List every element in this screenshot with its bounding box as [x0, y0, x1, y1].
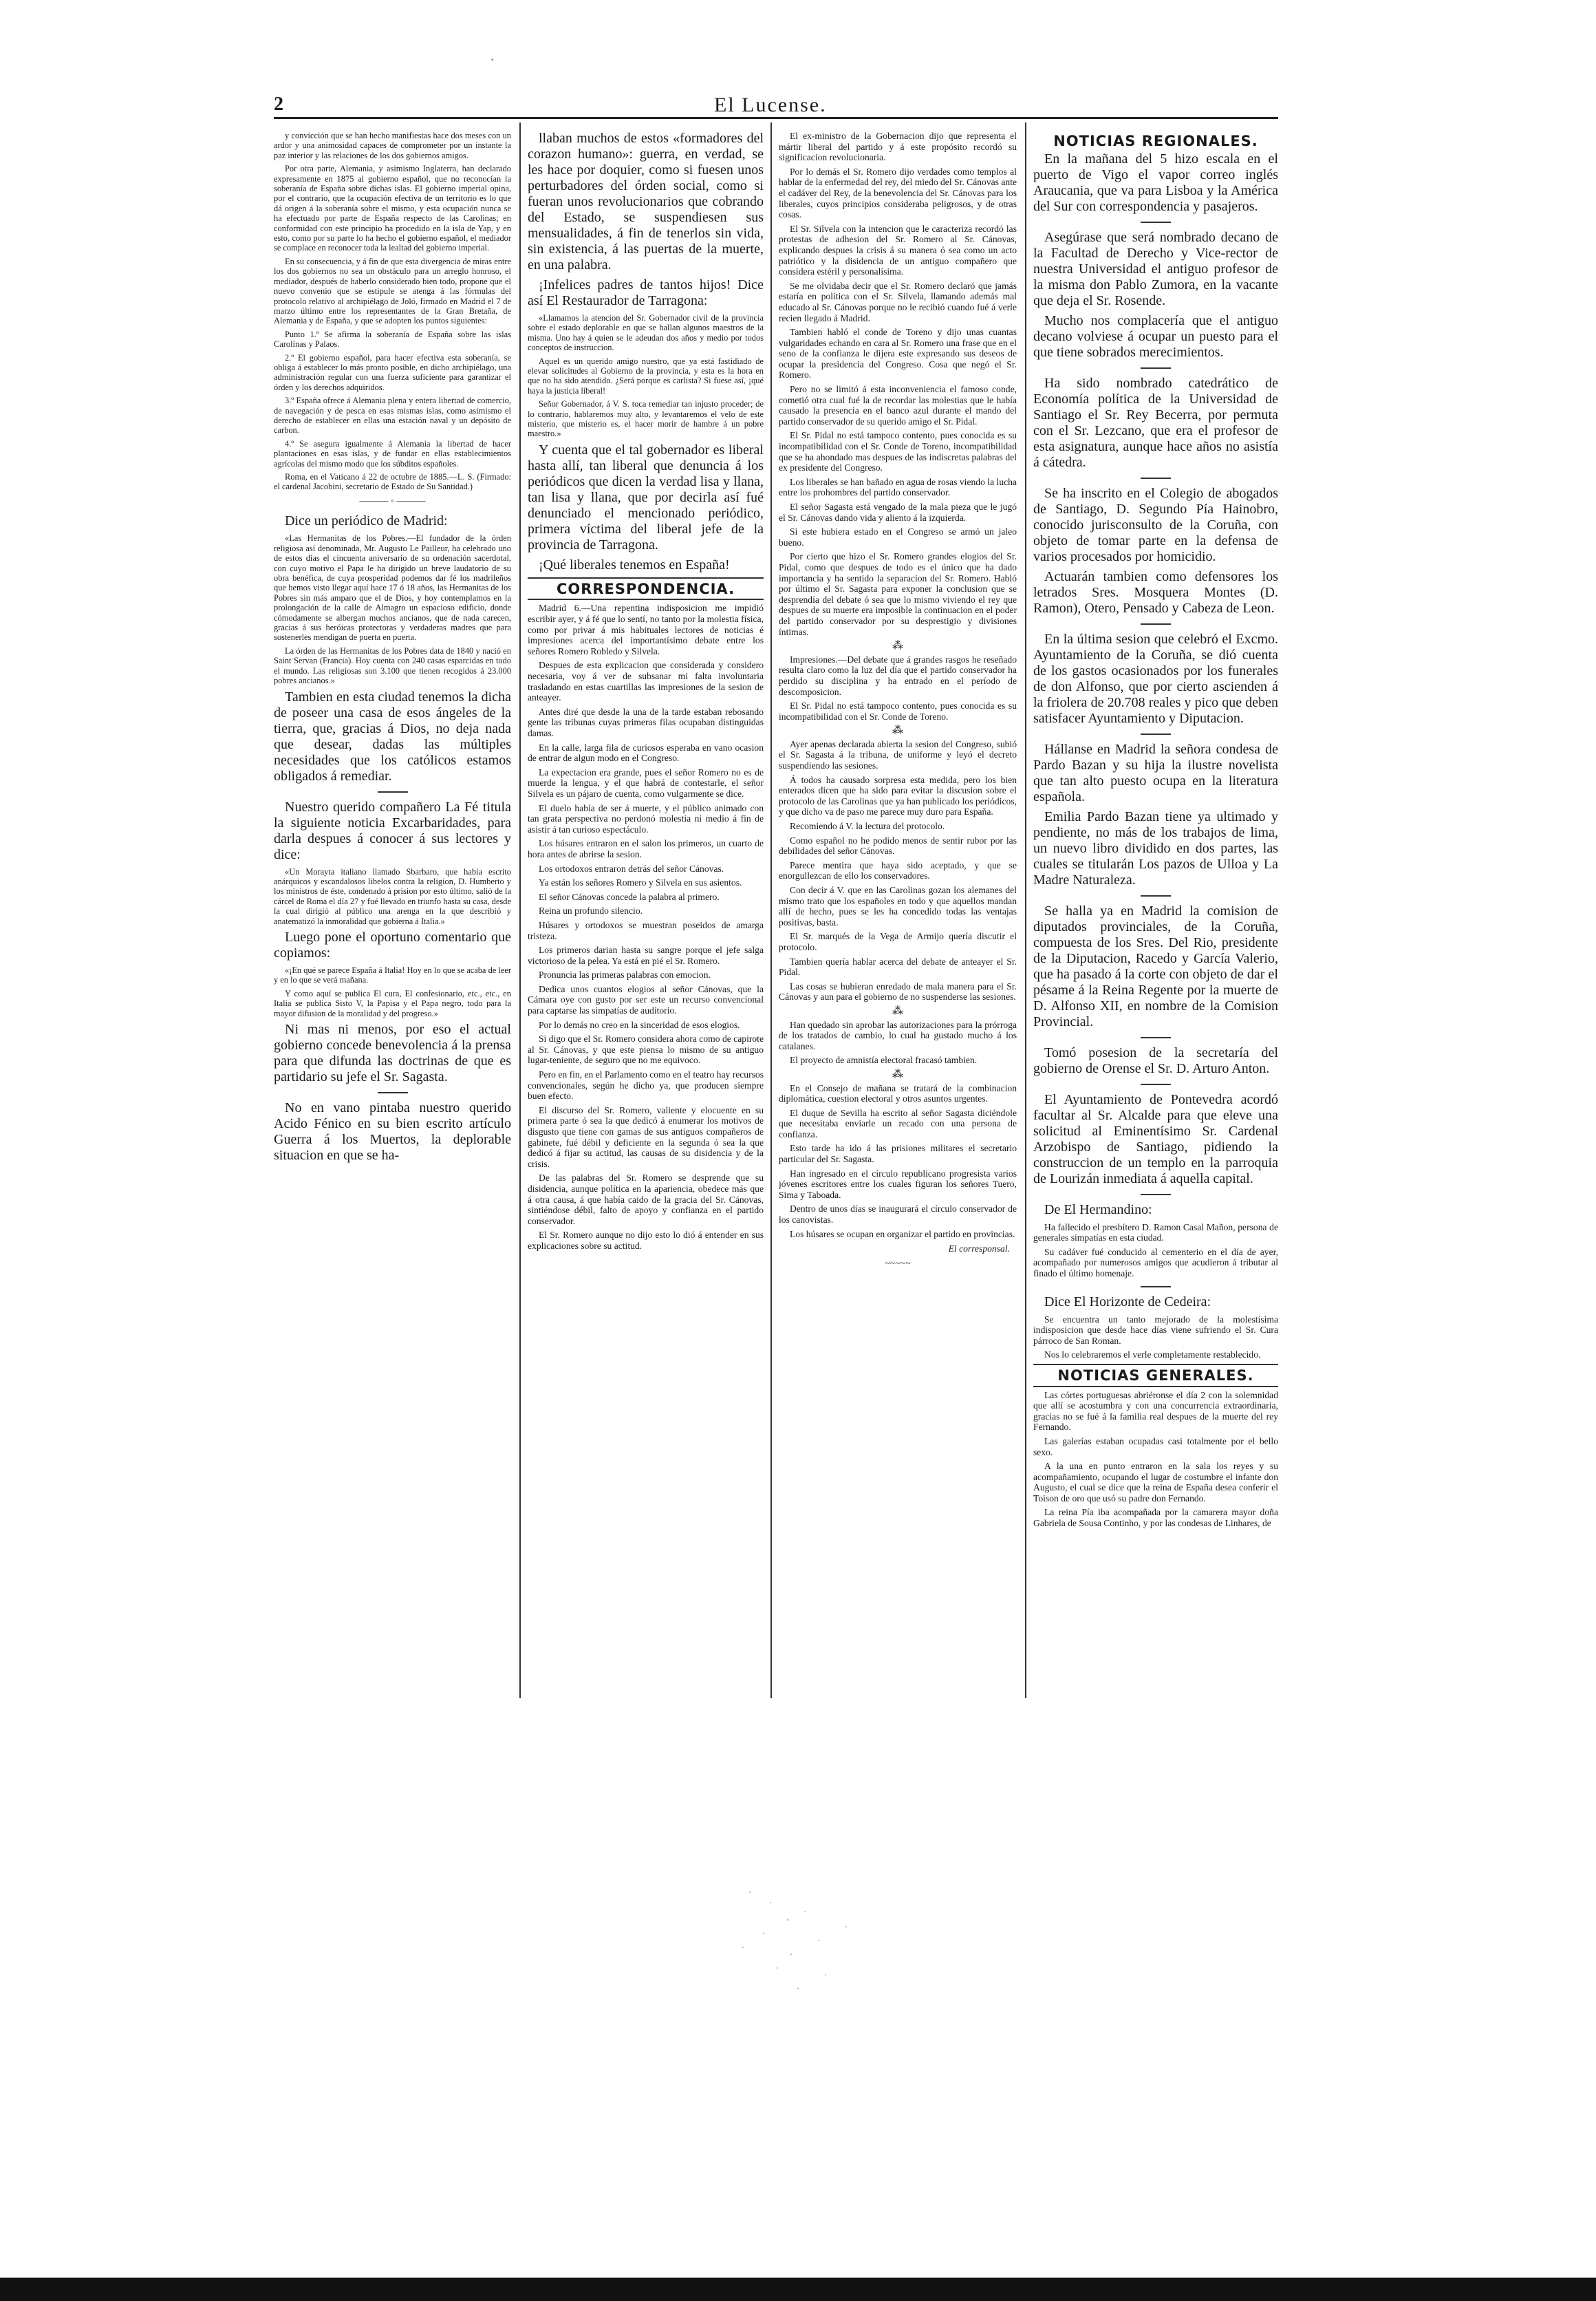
paragraph: Aquel es un querido amigo nuestro, que ya está fastidiado de elevar solicitudes al Gobierno de la provincia, y esta es la hora en que no ha sido atendido. ¿Será porque es carlista? Si fuese así, ¡qué haya la justicia liberal! — [528, 356, 764, 396]
paragraph: Se me olvidaba decir que el Sr. Romero declaró que jamás estaría en política con el Sr. Silvela, llamando además mal educado al Sr. Cánovas porque no le recibió cuando fué á verle recien llegado á Madrid. — [779, 280, 1017, 323]
paragraph: La reina Pía iba acompañada por la camarera mayor doña Gabriela de Sousa Continho, y por las condesas de Linhares, de — [1033, 1507, 1278, 1529]
ornament-divider: ~~~~~ — [885, 1258, 911, 1269]
section-rule — [1033, 1386, 1278, 1387]
divider — [1141, 1037, 1171, 1038]
paragraph: El Ayuntamiento de Pontevedra acordó facultar al Sr. Alcalde para que eleve una solicitud al Eminentísimo Sr. Cardenal Arzobispo de Santiago, pidiendo la construccion de un templo en la parroquia de Lourizán inmediata á aquella capital. — [1033, 1091, 1278, 1186]
divider — [1141, 1084, 1171, 1085]
column-3 — [779, 131, 1017, 1706]
paragraph: Los liberales se han bañado en agua de rosas viendo la lucha entre los prohombres del partido conservador. — [779, 476, 1017, 498]
column-divider — [519, 122, 521, 1698]
paragraph: El Sr. Silvela con la intencion que le caracteriza recordó las protestas de adhesion del Sr. Romero al Sr. Cánovas, explicando despues la crisis á su manera ó sea como un acto patriótico y la disidencia de un antiguo compañero que considera estéril y personalísima. — [779, 223, 1017, 277]
header-rule — [274, 117, 1278, 119]
paper-stain — [722, 1879, 874, 2002]
paragraph: Tomó posesion de la secretaría del gobierno de Orense el Sr. D. Arturo Anton. — [1033, 1045, 1278, 1076]
paragraph: Tambien quería hablar acerca del debate de anteayer el Sr. Pidal. — [779, 956, 1017, 978]
paragraph: Pero en fin, en el Parlamento como en el teatro hay recursos convencionales, según he dicho ya, que producen siempre buen efecto. — [528, 1069, 764, 1102]
paragraph: Si este hubiera estado en el Congreso se armó un jaleo bueno. — [779, 526, 1017, 548]
column-divider — [1025, 122, 1026, 1698]
paragraph: Punto 1.º Se afirma la soberanía de España sobre las islas Carolinas y Palaos. — [274, 329, 511, 350]
paragraph: Á todos ha causado sorpresa esta medida, pero los bien enterados dicen que ha sido para evitar la discusion sobre el protocolo de las Carolinas que ya han publicado los periódicos, y que dicho va de paso me parece muy duro para España. — [779, 774, 1017, 817]
paragraph: 4.º Se asegura igualmente á Alemania la libertad de hacer plantaciones en esas islas, y de fundar en ellas establecimientos agrícolas del mismo modo que los súbditos españoles. — [274, 438, 511, 469]
divider — [1141, 734, 1171, 735]
paragraph: Y cuenta que el tal gobernador es liberal hasta allí, tan liberal que denuncia á los periódicos que dicen la verdad lisa y llana, tan lisa y llana, que por decirla así fué denunciado el mencionado periódico, primera víctima del liberal jefe de la provincia de Tarragona. — [528, 442, 764, 553]
paragraph: Actuarán tambien como defensores los letrados Sres. Mosquera Montes (D. Ramon), Otero, Pensado y Cabeza de Leon. — [1033, 568, 1278, 616]
paragraph: Los húsares entraron en el salon los primeros, un cuarto de hora antes de abrirse la sesion. — [528, 838, 764, 859]
divider — [378, 791, 408, 793]
divider — [378, 1092, 408, 1093]
paragraph: Han ingresado en el círculo republicano progresista varios jóvenes escritores entre los cuales figuran los señores Tuero, Sima y Taboada. — [779, 1168, 1017, 1200]
paragraph: Por lo demás el Sr. Romero dijo verdades como templos al hablar de la enfermedad del rey, del miedo del Sr. Cánovas ante el cadáver del Rey, de la benevolencia del Sr. Cánovas para los liberales, cuyos principios consideraba peligrosos, y de otras cosas. — [779, 166, 1017, 220]
paragraph: Ya están los señores Romero y Silvela en sus asientos. — [539, 877, 742, 888]
paragraph: Se encuentra un tanto mejorado de la molestísima indisposicion que desde hace días viene sufriendo el Sr. Cura párroco de San Roman. — [1033, 1314, 1278, 1346]
paragraph: Tambien habló el conde de Toreno y dijo unas cuantas vulgaridades echando en cara al Sr. Romero una frase que en el seno de la confianza le dijera este expresando sus deseos de ocupar la presidencia del Congreso. Cosa que negó el Sr. Romero. — [779, 327, 1017, 381]
paragraph: Dice El Horizonte de Cedeira: — [1044, 1294, 1211, 1309]
paragraph: Húsares y ortodoxos se muestran poseidos de amarga tristeza. — [528, 919, 764, 941]
paragraph: Asegúrase que será nombrado decano de la Facultad de Derecho y Vice-rector de nuestra Universidad el antiguo profesor de la misma don Pablo Zumora, en la vacante que deja el Sr. Rosende. — [1033, 229, 1278, 308]
column-divider — [770, 122, 772, 1698]
paragraph: Con decir á V. que en las Carolinas gozan los alemanes del mismo trato que los españoles en todo y que aquellos mandan allí de hecho, pues se les ha concedido todas las ventajas positivas, basta. — [779, 885, 1017, 928]
paragraph: Y como aquí se publica El cura, El confesionario, etc., etc., en Italia se publica Sisto V, la Papisa y el Papa negro, todo para la mayor difusion de la moralidad y del progreso.» — [274, 988, 511, 1018]
scan-edge — [0, 2278, 1596, 2301]
page-mark: · — [490, 51, 495, 68]
paragraph: De El Hermandino: — [1044, 1201, 1152, 1217]
column-4 — [1033, 131, 1278, 1706]
paragraph: Dentro de unos días se inaugurará el círculo conservador de los canovistas. — [779, 1203, 1017, 1226]
paragraph: El Sr. Romero aunque no dijo esto lo dió á entender en sus explicaciones sobre su actitud. — [528, 1230, 764, 1251]
paragraph: A la una en punto entraron en la sala los reyes y su acompañamiento, ocupando el lugar de costumbre el infante don Augusto, el cual se dice que la reina de España desea conferir el Toison de oro que usó su padre don Fernando. — [1033, 1461, 1278, 1503]
paragraph: Emilia Pardo Bazan tiene ya ultimado y pendiente, no más de los trabajos de lima, un nuevo libro dividido en dos partes, las cuales se titularán Los pazos de Ulloa y La Madre Naturaleza. — [1033, 809, 1278, 888]
paragraph: Los ortodoxos entraron detrás del señor Cánovas. — [539, 863, 724, 874]
masthead-title: El Lucense. — [714, 94, 827, 116]
paragraph: Se halla ya en Madrid la comision de diputados provinciales, de la Coruña, compuesta de los Sres. Del Rio, presidente de la Diputacion, Racedo y García Valerio, que ha pasado á la corte con objeto de dar el pésame á la Reina Regente por la muerte de D. Alfonso XII, en nombre de la Comision Provincial. — [1033, 903, 1278, 1029]
paragraph: Nuestro querido compañero La Fé titula la siguiente noticia Excarbaridades, para darla despues á conocer á sus lectores y dice: — [274, 799, 511, 862]
paragraph: Por otra parte, Alemania, y asimismo Inglaterra, han declarado expresamente en 1875 al gobierno español, que no reconocían la soberanía de España sobre dichas islas. El gobierno imperial opina, por el contrario, que la ocupación efectiva de un territorio es lo que dá origen á la soberanía sobre el mismo, y esta ocupación nunca se ha efectuado por parte de España respecto de las Carolinas; en conformidad con este principio ha procedido en la isla de Yap, y en esto, como por su parte lo ha hecho el gobierno español, el mediador se complace en reconocer toda la lealtad del gobierno imperial. — [274, 164, 511, 253]
paragraph: El señor Sagasta está vengado de la mala pieza que le jugó el Sr. Cánovas dando vida y aliento á la izquierda. — [779, 502, 1017, 523]
paragraph: Esto tarde ha ido á las prisiones militares el secretario particular del Sr. Sagasta. — [779, 1143, 1017, 1165]
paragraph: Como español no he podido menos de sentir rubor por las debilidades del señor Cánovas. — [779, 835, 1017, 857]
asterism-divider: ⁂ — [892, 640, 903, 652]
paragraph: Antes diré que desde la una de la tarde estaban rebosando gente las tribunas cuyas primeras filas ocupaban distinguidas damas. — [528, 706, 764, 738]
section-rule — [1033, 1364, 1278, 1365]
paragraph: «Las Hermanitas de los Pobres.—El fundador de la órden religiosa así denominada, Mr. Augusto Le Pailleur, ha celebrado uno de estos días el cincuenta aniversario de su ordenación sacerdotal, con cuyo motivo el Papa le ha dirigido un breve laudatorio de su obra benéfica, de cuya prosperidad podemos dar fé los madrileños que hemos visto llegar aquí hace 17 ó 18 años, las Hermanitas de los Pobres sin más amparo que el de Dios, y hoy contemplamos en la prolongación de la calle de Almagro un espacioso edificio, donde cómodamente se albergan muchos ancianos, que de nada carecen, gracias á sus heróicas protectoras y verdaderas madres que para sostenerles mendigan de puerta en puerta. — [274, 533, 511, 643]
paragraph: Roma, en el Vaticano á 22 de octubre de 1885.—L. S. (Firmado: el cardenal Jacobini, secretario de Estado de Su Santidad.) — [274, 472, 511, 492]
paragraph: Ayer apenas declarada abierta la sesion del Congreso, subió el Sr. Sagasta á la tribuna, de uniforme y leyó el decreto suspendiendo las sesiones. — [779, 738, 1017, 771]
page-header — [274, 91, 1278, 118]
asterism-divider: ⁂ — [892, 725, 903, 737]
paragraph: El Sr. Pidal no está tampoco contento, pues conocida es su incompatibilidad con el Sr. Conde de Toreno, incompatibilidad que se ha ahondado mas despues de las indiscretas palabras del ex presidente del Congreso. — [779, 430, 1017, 473]
paragraph: El proyecto de amnistía electoral fracasó tambien. — [790, 1055, 978, 1066]
divider — [1141, 1286, 1171, 1287]
paragraph: Luego pone el oportuno comentario que copiamos: — [274, 929, 511, 961]
divider — [1141, 367, 1171, 369]
paragraph: El Sr. Pidal no está tampoco contento, pues conocida es su incompatibilidad con el Sr. Conde de Toreno. — [779, 700, 1017, 722]
divider — [1141, 478, 1171, 479]
paragraph: Mucho nos complacería que el antiguo decano volviese á ocupar un puesto para el que tiene sobrados merecimientos. — [1033, 312, 1278, 360]
paragraph: En la calle, larga fila de curiosos esperaba en vano ocasion de entrar de algun modo en el Congreso. — [528, 742, 764, 764]
paragraph: En la mañana del 5 hizo escala en el puerto de Vigo el vapor correo inglés Araucania, que va para Lisboa y la América del Sur con correspondencia y pasajeros. — [1033, 151, 1278, 214]
paragraph: Dice un periódico de Madrid: — [285, 513, 448, 529]
paragraph: Han quedado sin aprobar las autorizaciones para la prórroga de los tratados de cambio, lo cual ha gustado mucho á los catalanes. — [779, 1019, 1017, 1051]
divider — [1141, 1194, 1171, 1195]
paragraph: El discurso del Sr. Romero, valiente y elocuente en su primera parte ó sea la que dedicó á enumerar los motivos de disgusto que tiene con gamas de sus antiguos compañeros de gabinete, fué débil y deficiente en la segunda ó sea la que dedicó á fijar su actitud, las causas de su disidencia y de la crisis. — [528, 1104, 764, 1169]
paragraph: Los húsares se ocupan en organizar el partido en provincias. — [790, 1228, 1015, 1239]
paragraph: ¡Infelices padres de tantos hijos! Dice así El Restaurador de Tarragona: — [528, 277, 764, 308]
paragraph: Hállanse en Madrid la señora condesa de Pardo Bazan y su hija la ilustre novelista que tan alto puesto ocupa en la literatura española. — [1033, 741, 1278, 804]
paragraph: En la última sesion que celebró el Excmo. Ayuntamiento de la Coruña, se dió cuenta de los gastos ocasionados por los funerales de don Alfonso, que por cierto ascienden á la friolera de 20.708 reales y pico que deben satisfacer Ayuntamiento y Diputacion. — [1033, 631, 1278, 726]
asterism-divider: ⁂ — [892, 1068, 903, 1080]
paragraph: Su cadáver fué conducido al cementerio en el día de ayer, acompañado por numerosos amigos que acudieron á tributar al finado el último homenaje. — [1033, 1246, 1278, 1278]
column-2 — [528, 131, 764, 1706]
paragraph: Nos lo celebraremos el verle completamente restablecido. — [1044, 1349, 1261, 1360]
paragraph: El señor Cánovas concede la palabra al primero. — [539, 891, 720, 902]
paragraph: El ex-ministro de la Gobernacion dijo que representa el mártir liberal del partido y á este propósito recordó su significacion revolucionaria. — [779, 131, 1017, 163]
paragraph: La expectacion era grande, pues el señor Romero no es de muerde la lengua, y el que habrá de contestarle, el señor Silvela es un pájaro de cuenta, como vulgarmente se dice. — [528, 767, 764, 799]
paragraph: El duque de Sevilla ha escrito al señor Sagasta diciéndole que necesitaba enviarle un recado con una persona de confianza. — [779, 1107, 1017, 1139]
section-title: NOTICIAS GENERALES. — [1057, 1367, 1254, 1384]
paragraph: llaban muchos de estos «formadores del corazon humano»: guerra, en verdad, se les hace por doquier, como si fuesen unos perturbadores del órden social, como si fueran unos revolucionarios que cobrando del Estado, se suspendiesen sus mensualidades, á fin de tenerlos sin vida, sin existencia, á las puertas de la muerte, en una palabra. — [528, 131, 764, 272]
paragraph: Pero no se limitó á esta inconveniencia el famoso conde, cometió otra cual fué la de recordar las molestias que le había causado la presencia en el banco azul durante el mando del partido conservador de su querido amigo el Sr. Pidal. — [779, 384, 1017, 427]
signature: El corresponsal. — [948, 1243, 1010, 1254]
paragraph: y convicción que se han hecho manifiestas hace dos meses con un ardor y una animosidad capaces de comprometer por un instante la paz interior y las relaciones de los dos gobiernos amigos. — [274, 131, 511, 160]
asterism-divider: ⁂ — [892, 1005, 903, 1017]
divider — [1141, 895, 1171, 897]
paragraph: Las cosas se hubieran enredado de mala manera para el Sr. Cánovas y aun para el gobierno de no suspenderse las sesiones. — [779, 981, 1017, 1003]
paragraph: Impresiones.—Del debate que á grandes rasgos he reseñado resulta claro como la luz del día que el partido conservador ha perdido su disciplina y ha entrado en el período de descomposicion. — [779, 654, 1017, 697]
paragraph: Las galerías estaban ocupadas casi totalmente por el bello sexo. — [1033, 1435, 1278, 1457]
paragraph: De las palabras del Sr. Romero se desprende que su disidencia, aunque política en la apariencia, obedece más que á otra causa, á que había caido de la gracia del Sr. Cánovas, sintiéndose débil, falto de apoyo y confianza en el partido conservador. — [528, 1173, 764, 1226]
paragraph: Parece mentira que haya sido aceptado, y que se enorgullezcan de ello los conservadores. — [779, 859, 1017, 881]
paragraph: Por lo demás no creo en la sinceridad de esos elogios. — [539, 1019, 740, 1030]
paragraph: El Sr. marqués de la Vega de Armijo quería discutir el protocolo. — [779, 931, 1017, 952]
paragraph: Ha fallecido el presbítero D. Ramon Casal Mañon, persona de generales simpatías en esta ciudad. — [1033, 1221, 1278, 1243]
paragraph: Despues de esta explicacion que considerada y considero necesaria, voy á ver de subsanar mi falta involuntaria trasladando en estas cuartillas las impresiones de la sesion de anteayer. — [528, 660, 764, 703]
section-rule — [528, 577, 764, 579]
paragraph: «¡En qué se parece España á Italia! Hoy en lo que se acaba de leer y en lo que se verá mañana. — [274, 965, 511, 985]
divider — [1141, 623, 1171, 625]
section-rule — [528, 599, 764, 600]
paragraph: Por cierto que hizo el Sr. Romero grandes elogios del Sr. Pidal, como que despues de todo es el único que ha dado importancia y ha sentido la separacion del Sr. Romero. Habló por último el Sr. Sagasta para exponer la conclusion que se desprendía del debate ó sea que lo mismo viviendo el rey que despues de su muerte era imposible la continuacion en el poder del partido conservador por su desprestigio y divisiones íntimas. — [779, 551, 1017, 637]
paragraph: ¡Qué liberales tenemos en España! — [539, 557, 730, 572]
paragraph: 2.º El gobierno español, para hacer efectiva esta soberanía, se obliga á establecer lo más pronto posible, en dicho archipiélago, una administración regular con una fuerza suficiente para garantizar el órden y los derechos adquiridos. — [274, 352, 511, 392]
ornament-divider: ——— ◦ ——— — [359, 495, 426, 506]
paragraph: Se ha inscrito en el Colegio de abogados de Santiago, D. Segundo Pía Hainobro, conocido jurisconsulto de la Coruña, con objeto de tomar parte en la defensa de varios procesados por homicidio. — [1033, 485, 1278, 564]
paragraph: Madrid 6.—Una repentina indisposicion me impidió escribir ayer, y á fé que lo sentí, no tanto por la molestia física, como por privar á mis habituales lectores de noticias é impresiones acerca del importantísimo debate entre los señores Romero Robledo y Silvela. — [528, 603, 764, 656]
paragraph: Recomiendo á V. la lectura del protocolo. — [790, 821, 945, 832]
paragraph: Ha sido nombrado catedrático de Economía política de la Universidad de Santiago el Sr. Rey Becerra, por permuta con el Sr. Lezcano, que era el profesor de esta asignatura, aunque hace años no asistía á cátedra. — [1033, 375, 1278, 470]
paragraph: Tambien en esta ciudad tenemos la dicha de poseer una casa de esos ángeles de la tierra, que, gracias á Dios, no deja nada que desear, dadas las múltiples necesidades que los católicos estamos obligados á remediar. — [274, 689, 511, 784]
paragraph: Pronuncia las primeras palabras con emocion. — [539, 970, 711, 981]
paragraph: En su consecuencia, y á fin de que esta divergencia de miras entre los dos gobiernos no sea un obstáculo para un arreglo honroso, el mediador, después de haberlo considerado bien todo, propone que el nuevo convenio que se estipule se atenga á las fórmulas del protocolo relativo al archipiélago de Joló, firmado en Madrid el 7 de marzo último entre los representantes de la Gran Bretaña, de Alemania y de España, y que se adopten los puntos siguientes: — [274, 256, 511, 326]
paragraph: Reina un profundo silencio. — [539, 906, 643, 917]
column-1 — [274, 131, 511, 1706]
paragraph: Dedica unos cuantos elogios al señor Cánovas, que la Cámara oye con gusto por ser este un recurso convencional para captarse las simpatías de auditorio. — [528, 983, 764, 1016]
paragraph: El duelo había de ser á muerte, y el público animado con tan grata perspectiva no perdonó molestia ni medio á fin de asistir á tan curioso espectáculo. — [528, 802, 764, 835]
paragraph: Si digo que el Sr. Romero considera ahora como de capirote al Sr. Cánovas, y que este piensa lo mismo de su antiguo lugar-teniente, de seguro que no me equivoco. — [528, 1034, 764, 1066]
section-title: CORRESPONDENCIA. — [556, 580, 735, 597]
paragraph: En el Consejo de mañana se tratará de la combinacion diplomática, cuestion electoral y otros asuntos urgentes. — [779, 1082, 1017, 1104]
paragraph: Los primeros darian hasta su sangre porque el jefe salga victorioso de la pelea. Ya está en pié el Sr. Romero. — [528, 945, 764, 966]
paragraph: La órden de las Hermanitas de los Pobres data de 1840 y nació en Saint Servan (Francia). Hoy cuenta con 240 casas esparcidas en todo el mundo. Las religiosas son 3.100 que tienen recogidos á 23.000 pobres ancianos.» — [274, 645, 511, 686]
paragraph: «Llamamos la atencion del Sr. Gobernador civil de la provincia sobre el estado deplorable en que se hallan algunos maestros de la misma. Uno hay á quien se le adeudan dos años y medio por todos conceptos de instruccion. — [528, 313, 764, 353]
page-number: 2 — [274, 94, 283, 115]
paragraph: No en vano pintaba nuestro querido Acido Fénico en su bien escrito artículo Guerra á los Muertos, la deplorable situacion en que se ha- — [274, 1100, 511, 1163]
paragraph: Las córtes portuguesas abriéronse el día 2 con la solemnidad que allí se acostumbra y con una concurrencia extraordinaria, gracias no se fué á la familia real despues de la muerte del rey Fernando. — [1033, 1389, 1278, 1433]
paragraph: Ni mas ni menos, por eso el actual gobierno concede benevolencia á la prensa para que difunda las doctrinas de que es partidario su jefe el Sr. Sagasta. — [274, 1021, 511, 1084]
section-title: NOTICIAS REGIONALES. — [1053, 133, 1258, 149]
divider — [1141, 222, 1171, 223]
paragraph: Señor Gobernador, á V. S. toca remediar tan injusto proceder; de lo contrario, hablaremos muy alto, y levantaremos el velo de este misterio, que misterio es, el hacer morir de hambre á un pobre maestro.» — [528, 399, 764, 439]
paragraph: 3.º España ofrece á Alemania plena y entera libertad de comercio, de navegación y de pesca en esas mismas islas, como asimismo el derecho de establecer en ellas una estación naval y un depósito de carbon. — [274, 396, 511, 436]
paragraph: «Un Morayta italiano llamado Sbarbaro, que había escrito anárquicos y escandalosos libelos contra la religion, D. Humberto y los ministros de éste, condenado á prision por esto último, salió de la cárcel de Roma el día 27 y fué llevado en triunfo hasta su casa, desde la cual dirigió al público una arenga en la que describió y anatematizó la inmoralidad que gobierna á Italia.» — [274, 866, 511, 926]
